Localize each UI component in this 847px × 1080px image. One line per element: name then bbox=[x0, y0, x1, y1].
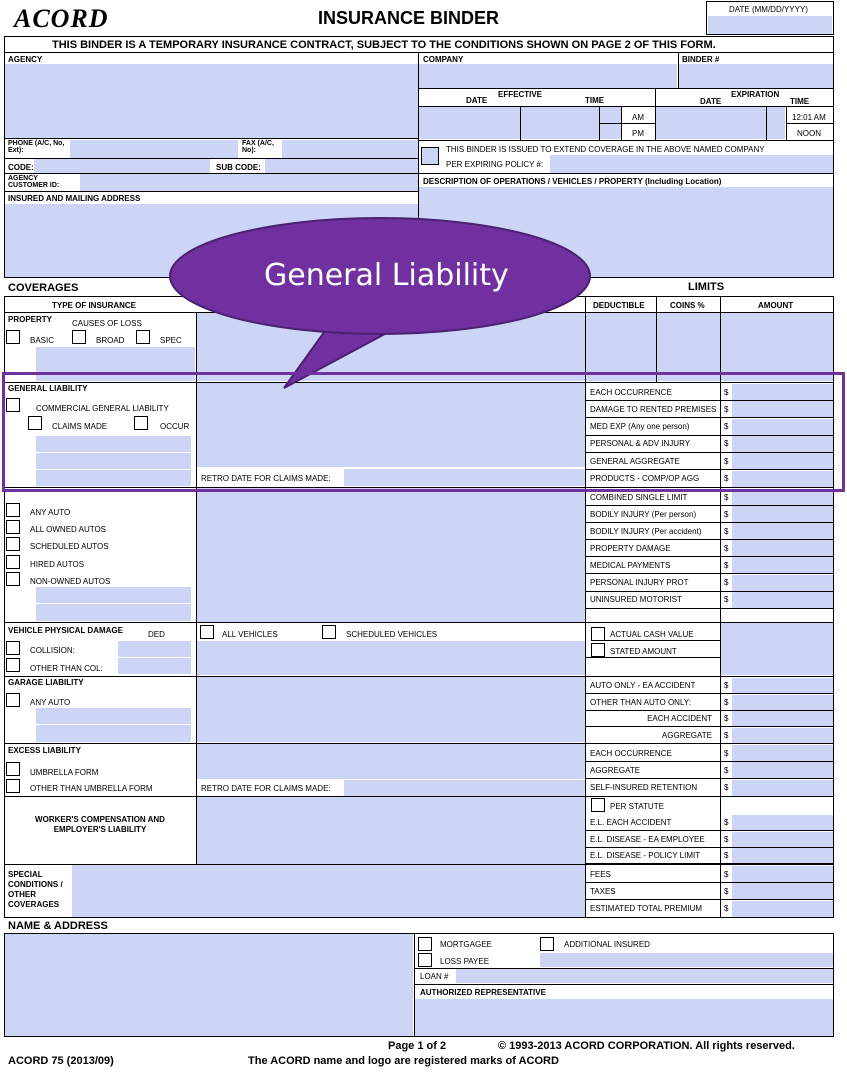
limit-label: PERSONAL & ADV INJURY bbox=[590, 439, 691, 449]
property-coins-field[interactable] bbox=[657, 313, 720, 381]
other-than-col-ded-field[interactable] bbox=[118, 658, 191, 674]
dollar-sign: $ bbox=[724, 904, 729, 914]
date-field[interactable] bbox=[708, 16, 832, 34]
dollar-sign: $ bbox=[724, 714, 729, 723]
eff-date-field[interactable] bbox=[419, 107, 599, 139]
form-number: ACORD 75 (2013/09) bbox=[8, 1055, 114, 1067]
description-label: DESCRIPTION OF OPERATIONS / VEHICLES / PROPERTY (Including Location) bbox=[423, 177, 722, 186]
all-vehicles-label: ALL VEHICLES bbox=[222, 630, 278, 639]
property-label: PROPERTY bbox=[8, 315, 53, 324]
limit-label: PRODUCTS - COMP/OP AGG bbox=[590, 474, 700, 483]
dollar-sign: $ bbox=[724, 560, 729, 570]
loan-field[interactable] bbox=[456, 969, 833, 983]
loan-label: LOAN # bbox=[420, 972, 449, 981]
amount-header: AMOUNT bbox=[758, 301, 794, 310]
customer-id-label: AGENCY CUSTOMER ID: bbox=[8, 175, 60, 189]
auto-item-label: SCHEDULED AUTOS bbox=[30, 542, 109, 552]
limit-amount-field[interactable] bbox=[732, 883, 833, 899]
property-amount-field[interactable] bbox=[721, 313, 833, 381]
binder-number-label: BINDER # bbox=[682, 55, 720, 64]
agency-field[interactable] bbox=[5, 64, 418, 138]
name-address-title: NAME & ADDRESS bbox=[8, 920, 108, 932]
garage-any-auto-checkbox[interactable] bbox=[6, 693, 20, 707]
auto-item-label: ALL OWNED AUTOS bbox=[30, 525, 107, 535]
auto-description-field[interactable] bbox=[197, 488, 585, 622]
limit-label: TAXES bbox=[590, 886, 616, 896]
copyright: © 1993-2013 ACORD CORPORATION. All rights reserved. bbox=[498, 1040, 795, 1052]
additional-insured-checkbox[interactable] bbox=[540, 937, 554, 951]
limit-label: PERSONAL INJURY PROT bbox=[590, 578, 689, 587]
subcode-field[interactable] bbox=[265, 159, 418, 173]
coverages-title: COVERAGES bbox=[8, 282, 79, 294]
limit-label: SELF-INSURED RETENTION bbox=[590, 783, 698, 793]
per-statute-checkbox[interactable] bbox=[591, 798, 605, 812]
vpd-amount-field[interactable] bbox=[721, 623, 833, 675]
fax-field[interactable] bbox=[282, 140, 418, 158]
vpd-label: VEHICLE PHYSICAL DAMAGE bbox=[8, 626, 123, 635]
mortgagee-label: MORTGAGEE bbox=[440, 940, 492, 949]
limit-amount-field[interactable] bbox=[732, 695, 833, 710]
limit-amount-field[interactable] bbox=[732, 575, 833, 591]
excess-retro-label: RETRO DATE FOR CLAIMS MADE: bbox=[201, 784, 331, 793]
subcode-label: SUB CODE: bbox=[216, 163, 261, 172]
garage-other-field-1[interactable] bbox=[36, 708, 191, 724]
acv-checkbox[interactable] bbox=[591, 627, 605, 641]
limit-label: FEES bbox=[590, 869, 611, 879]
type-of-insurance-header: TYPE OF INSURANCE bbox=[52, 301, 137, 310]
exp-time-label: TIME bbox=[790, 97, 810, 106]
dollar-sign: $ bbox=[724, 422, 729, 432]
limit-divider bbox=[585, 863, 834, 864]
time-1201-label: 12:01 AM bbox=[792, 113, 826, 122]
gl-highlight-box bbox=[2, 372, 845, 492]
extend-text: THIS BINDER IS ISSUED TO EXTEND COVERAGE IN THE ABOVE NAMED COMPANY bbox=[446, 145, 765, 154]
limit-label: UNINSURED MOTORIST bbox=[590, 595, 682, 605]
limit-label: PROPERTY DAMAGE bbox=[590, 543, 671, 553]
auto-item-checkbox[interactable] bbox=[6, 555, 20, 569]
dollar-sign: $ bbox=[724, 595, 729, 605]
dollar-sign: $ bbox=[724, 492, 729, 502]
limit-label: EACH OCCURRENCE bbox=[590, 387, 672, 397]
authorized-rep-field[interactable] bbox=[415, 999, 833, 1036]
exp-date-label: DATE bbox=[700, 97, 722, 106]
other-than-umbrella-checkbox[interactable] bbox=[6, 779, 20, 793]
causes-of-loss-label: CAUSES OF LOSS bbox=[72, 319, 142, 328]
dollar-sign: $ bbox=[724, 869, 729, 879]
binder-banner: THIS BINDER IS A TEMPORARY INSURANCE CONTRACT, SUBJECT TO THE CONDITIONS SHOWN ON PAGE 2 OF THIS FORM. bbox=[52, 39, 716, 51]
am-label: AM bbox=[632, 113, 644, 122]
scheduled-vehicles-label: SCHEDULED VEHICLES bbox=[346, 630, 438, 639]
effective-label: EFFECTIVE bbox=[498, 90, 543, 99]
limit-label: DAMAGE TO RENTED PREMISES bbox=[590, 404, 717, 414]
limit-label: COMBINED SINGLE LIMIT bbox=[590, 492, 688, 502]
limit-label: BODILY INJURY (Per person) bbox=[590, 509, 697, 519]
binder-number-field[interactable] bbox=[679, 64, 833, 88]
limit-divider bbox=[585, 743, 834, 744]
limit-amount-field[interactable] bbox=[732, 832, 833, 847]
limit-divider bbox=[585, 608, 834, 609]
dollar-sign: $ bbox=[724, 456, 729, 466]
additional-insured-label: ADDITIONAL INSURED bbox=[564, 940, 650, 949]
commercial-gl-label: COMMERCIAL GENERAL LIABILITY bbox=[36, 404, 169, 413]
collision-label: COLLISION: bbox=[30, 646, 75, 655]
auto-other-field-1[interactable] bbox=[36, 587, 191, 603]
auto-item-checkbox[interactable] bbox=[6, 503, 20, 517]
eff-time-label: TIME bbox=[585, 96, 605, 105]
garage-description-field[interactable] bbox=[197, 677, 585, 742]
agency-label: AGENCY bbox=[8, 55, 43, 64]
expiration-label: EXPIRATION bbox=[731, 90, 780, 99]
acv-label: ACTUAL CASH VALUE bbox=[610, 630, 694, 639]
exp-date-field[interactable] bbox=[656, 107, 766, 139]
occur-label: OCCUR bbox=[160, 422, 190, 431]
limit-label: BODILY INJURY (Per accident) bbox=[590, 526, 702, 536]
auto-item-checkbox[interactable] bbox=[6, 520, 20, 534]
stated-amount-label: STATED AMOUNT bbox=[610, 647, 677, 656]
limit-amount-field[interactable] bbox=[732, 506, 833, 522]
deductible-header: DEDUCTIBLE bbox=[593, 301, 645, 310]
code-label: CODE: bbox=[8, 163, 34, 172]
auto-item-label: NON-OWNED AUTOS bbox=[30, 576, 111, 586]
dollar-sign: $ bbox=[724, 543, 729, 553]
gl-retro-label: RETRO DATE FOR CLAIMS MADE: bbox=[201, 474, 331, 483]
limit-amount-field[interactable] bbox=[732, 592, 833, 608]
limit-amount-field[interactable] bbox=[732, 523, 833, 539]
vpd-ded-label: DED bbox=[148, 630, 165, 639]
limit-amount-field[interactable] bbox=[732, 745, 833, 761]
other-than-umbrella-label: OTHER THAN UMBRELLA FORM bbox=[30, 784, 153, 793]
dollar-sign: $ bbox=[724, 387, 729, 397]
dollar-sign: $ bbox=[724, 439, 729, 449]
claims-made-label: CLAIMS MADE bbox=[52, 422, 108, 431]
limit-amount-field[interactable] bbox=[732, 901, 833, 917]
spec-checkbox[interactable] bbox=[136, 330, 150, 344]
limit-label: GENERAL AGGREGATE bbox=[590, 456, 680, 466]
collision-ded-field[interactable] bbox=[118, 641, 191, 657]
limit-amount-field[interactable] bbox=[732, 762, 833, 778]
broad-label: BROAD bbox=[96, 336, 125, 345]
loss-payee-checkbox[interactable] bbox=[418, 953, 432, 967]
date-box bbox=[706, 1, 834, 35]
dollar-sign: $ bbox=[724, 851, 729, 861]
excess-retro-field[interactable] bbox=[344, 780, 585, 796]
limit-label: MEDICAL PAYMENTS bbox=[590, 560, 671, 570]
excess-description-field[interactable] bbox=[197, 744, 585, 779]
wc-description-field[interactable] bbox=[197, 797, 585, 864]
callout-text: General Liability bbox=[264, 258, 509, 293]
dollar-sign: $ bbox=[724, 697, 729, 707]
limit-label: OTHER THAN AUTO ONLY: bbox=[590, 697, 691, 707]
company-field[interactable] bbox=[419, 64, 677, 88]
limit-label: AGGREGATE bbox=[661, 730, 712, 740]
limit-amount-field[interactable] bbox=[732, 866, 833, 882]
limit-label: EACH ACCIDENT bbox=[647, 714, 712, 723]
garage-label: GARAGE LIABILITY bbox=[8, 678, 84, 687]
page-title: INSURANCE BINDER bbox=[318, 8, 500, 28]
dollar-sign: $ bbox=[724, 818, 729, 827]
na-extra-field[interactable] bbox=[540, 953, 833, 967]
per-expiring-field[interactable] bbox=[550, 155, 833, 173]
dollar-sign: $ bbox=[724, 783, 729, 793]
dollar-sign: $ bbox=[724, 404, 729, 414]
limit-amount-field[interactable] bbox=[732, 678, 833, 693]
name-address-field[interactable] bbox=[5, 934, 413, 1036]
dollar-sign: $ bbox=[724, 834, 729, 844]
fax-label: FAX (A/C, No): bbox=[242, 140, 274, 154]
garage-any-auto-label: ANY AUTO bbox=[30, 698, 71, 707]
limit-amount-field[interactable] bbox=[732, 557, 833, 573]
per-statute-label: PER STATUTE bbox=[610, 802, 664, 811]
basic-checkbox[interactable] bbox=[6, 330, 20, 344]
callout-bubble bbox=[160, 212, 600, 392]
gl-label: GENERAL LIABILITY bbox=[8, 384, 88, 393]
broad-checkbox[interactable] bbox=[72, 330, 86, 344]
insured-label: INSURED AND MAILING ADDRESS bbox=[8, 194, 141, 203]
limit-divider bbox=[585, 917, 834, 918]
spec-label: SPEC bbox=[160, 336, 182, 345]
dollar-sign: $ bbox=[724, 509, 729, 519]
limit-label: ESTIMATED TOTAL PREMIUM bbox=[590, 904, 703, 914]
code-field[interactable] bbox=[34, 159, 210, 173]
limit-divider bbox=[585, 796, 834, 797]
vpd-description-field[interactable] bbox=[197, 641, 585, 675]
other-than-col-label: OTHER THAN COL: bbox=[30, 664, 103, 673]
dollar-sign: $ bbox=[724, 748, 729, 758]
limit-amount-field[interactable] bbox=[732, 780, 833, 796]
acord-logo: ACORD bbox=[14, 4, 109, 33]
excess-label: EXCESS LIABILITY bbox=[8, 746, 81, 755]
dollar-sign: $ bbox=[724, 886, 729, 896]
limit-amount-field[interactable] bbox=[732, 540, 833, 556]
umbrella-checkbox[interactable] bbox=[6, 762, 20, 776]
page-number: Page 1 of 2 bbox=[388, 1040, 447, 1052]
auto-item-checkbox[interactable] bbox=[6, 572, 20, 586]
wc-label: WORKER'S COMPENSATION AND EMPLOYER'S LIABILITY bbox=[35, 815, 165, 834]
eff-date-label: DATE bbox=[466, 96, 488, 105]
limit-amount-field[interactable] bbox=[732, 711, 833, 726]
stated-amount-checkbox[interactable] bbox=[591, 643, 605, 657]
auto-item-label: ANY AUTO bbox=[30, 508, 71, 517]
limit-label: E.L. DISEASE - POLICY LIMIT bbox=[590, 851, 701, 861]
collision-checkbox[interactable] bbox=[6, 641, 20, 655]
loss-payee-label: LOSS PAYEE bbox=[440, 957, 490, 966]
date-label: DATE (MM/DD/YYYY) bbox=[729, 5, 808, 14]
special-label: SPECIAL CONDITIONS / OTHER COVERAGES bbox=[8, 870, 63, 909]
limit-label: E.L. DISEASE - EA EMPLOYEE bbox=[590, 834, 705, 844]
limits-title: LIMITS bbox=[688, 281, 725, 293]
basic-label: BASIC bbox=[30, 336, 55, 345]
limit-amount-field[interactable] bbox=[732, 815, 833, 830]
limit-label: MED EXP (Any one person) bbox=[590, 422, 690, 432]
coins-header: COINS % bbox=[670, 301, 705, 310]
other-than-col-checkbox[interactable] bbox=[6, 658, 20, 672]
auto-item-label: HIRED AUTOS bbox=[30, 559, 85, 569]
registered-marks: The ACORD name and logo are registered marks of ACORD bbox=[248, 1055, 559, 1067]
dollar-sign: $ bbox=[724, 730, 729, 740]
dollar-sign: $ bbox=[724, 765, 729, 775]
phone-label: PHONE (A/C, No, Ext): bbox=[8, 140, 65, 154]
pm-label: PM bbox=[632, 129, 644, 138]
mortgagee-checkbox[interactable] bbox=[418, 937, 432, 951]
limit-label: EACH OCCURRENCE bbox=[590, 748, 672, 758]
limit-label: E.L. EACH ACCIDENT bbox=[590, 818, 672, 827]
dollar-sign: $ bbox=[724, 526, 729, 536]
special-field[interactable] bbox=[72, 865, 585, 917]
customer-id-field[interactable] bbox=[80, 174, 418, 191]
limit-label: AUTO ONLY - EA ACCIDENT bbox=[590, 681, 696, 690]
per-expiring-label: PER EXPIRING POLICY #: bbox=[446, 160, 544, 169]
exp-time-field[interactable] bbox=[767, 107, 785, 139]
scheduled-vehicles-checkbox[interactable] bbox=[322, 625, 336, 639]
auto-other-field-2[interactable] bbox=[36, 604, 191, 621]
all-vehicles-checkbox[interactable] bbox=[200, 625, 214, 639]
limit-amount-field[interactable] bbox=[732, 728, 833, 743]
dollar-sign: $ bbox=[724, 474, 729, 483]
dollar-sign: $ bbox=[724, 681, 729, 690]
dollar-sign: $ bbox=[724, 578, 729, 587]
company-label: COMPANY bbox=[423, 55, 464, 64]
limit-label: AGGREGATE bbox=[590, 765, 641, 775]
extend-coverage-checkbox[interactable] bbox=[421, 147, 439, 165]
auto-item-checkbox[interactable] bbox=[6, 537, 20, 551]
authorized-rep-label: AUTHORIZED REPRESENTATIVE bbox=[420, 988, 546, 997]
phone-field[interactable] bbox=[70, 140, 238, 158]
garage-other-field-2[interactable] bbox=[36, 725, 191, 742]
umbrella-label: UMBRELLA FORM bbox=[30, 768, 99, 777]
limit-amount-field[interactable] bbox=[732, 848, 833, 863]
noon-label: NOON bbox=[797, 129, 821, 138]
